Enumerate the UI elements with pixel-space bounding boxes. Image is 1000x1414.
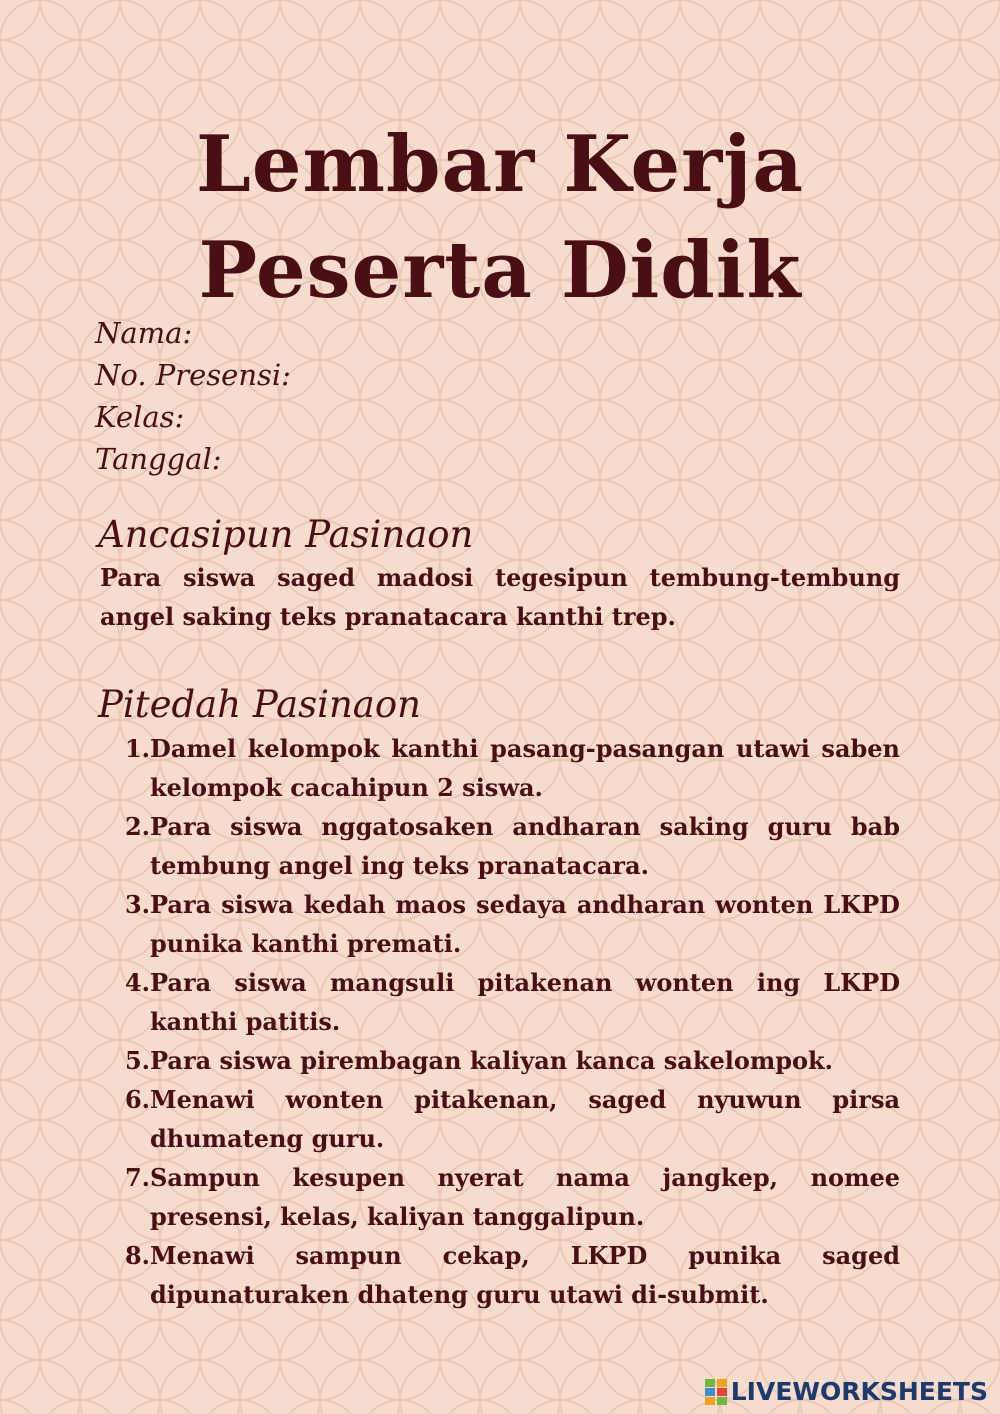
instructions-list	[120, 729, 900, 1314]
date-field-label: Tanggal:	[95, 442, 222, 476]
instruction-number: 7.	[124, 1163, 150, 1192]
instruction-item	[120, 1236, 900, 1314]
instruction-number: 1.	[124, 734, 150, 763]
instruction-number: 4.	[124, 968, 150, 997]
class-field-label: Kelas:	[95, 400, 185, 434]
instruction-text: Para siswa pirembagan kaliyan kanca sakelompok.	[150, 1046, 834, 1075]
worksheet-title	[0, 112, 1000, 324]
brand-text: LIVEWORKSHEETS	[730, 1377, 988, 1406]
name-field-label: Nama:	[95, 316, 193, 350]
attendance-number-field-label: No. Presensi:	[95, 358, 291, 392]
instruction-number: 2.	[124, 812, 150, 841]
instruction-text: Menawi wonten pitakenan, saged nyuwun pirsa dhumateng guru.	[150, 1085, 900, 1153]
title-line-2: Peserta Didik	[198, 225, 802, 316]
instruction-item	[120, 729, 900, 807]
instruction-text: Para siswa nggatosaken andharan saking guru bab tembung angel ing teks pranatacara.	[150, 812, 900, 880]
instruction-text: Para siswa kedah maos sedaya andharan wonten LKPD punika kanthi premati.	[150, 890, 900, 958]
instruction-text: Menawi sampun cekap, LKPD punika saged dipunaturaken dhateng guru utawi di-submit.	[150, 1241, 900, 1309]
objective-heading: Ancasipun Pasinaon	[98, 513, 474, 556]
liveworksheets-brand[interactable]	[705, 1377, 988, 1406]
instruction-text: Damel kelompok kanthi pasang-pasangan utawi saben kelompok cacahipun 2 siswa.	[150, 734, 900, 802]
instruction-number: 3.	[124, 890, 150, 919]
instruction-item	[120, 1041, 900, 1080]
instruction-item	[120, 963, 900, 1041]
instruction-number: 5.	[124, 1046, 150, 1075]
instruction-item	[120, 1158, 900, 1236]
instructions-heading: Pitedah Pasinaon	[98, 683, 421, 726]
instruction-number: 6.	[124, 1085, 150, 1114]
instruction-text: Sampun kesupen nyerat nama jangkep, nomee presensi, kelas, kaliyan tanggalipun.	[150, 1163, 900, 1231]
student-info-fields	[95, 312, 291, 480]
instruction-item	[120, 1080, 900, 1158]
liveworksheets-logo-icon	[705, 1379, 727, 1405]
title-line-1: Lembar Kerja	[196, 119, 804, 210]
objective-text: Para siswa saged madosi tegesipun tembung-tembung angel saking teks pranatacara kanthi trep.	[100, 563, 900, 631]
instruction-item	[120, 885, 900, 963]
instruction-item	[120, 807, 900, 885]
instruction-number: 8.	[124, 1241, 150, 1270]
instruction-text: Para siswa mangsuli pitakenan wonten ing LKPD kanthi patitis.	[150, 968, 900, 1036]
